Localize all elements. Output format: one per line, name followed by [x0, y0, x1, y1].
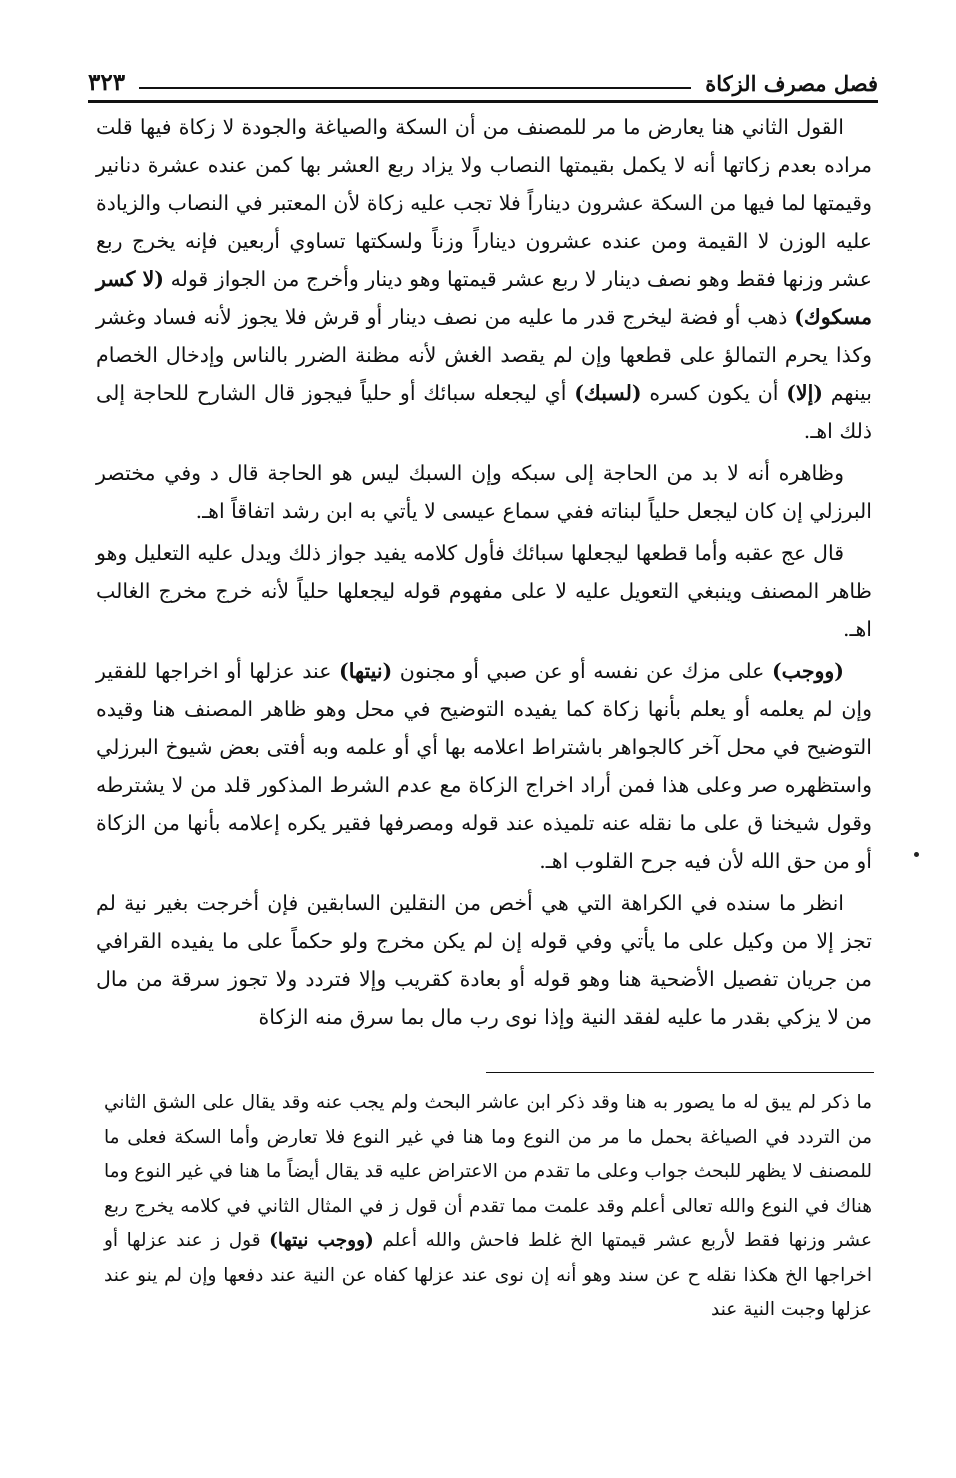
page-number: ٣٢٣ — [88, 69, 126, 96]
text-run: قول ز عند عزلها أو اخراجها الخ هكذا نقله ح عن سند وهو أنه إن نوى عند عزلها كفاه عن النية عند دفعها وإن لم ينو عند عزلها وجبت النية عند — [104, 1230, 872, 1320]
paragraph-5: انظر ما سنده في الكراهة التي هي أخص من النقلين السابقين فإن أخرجت بغير نية لم تجز إلا من وكيل على ما يأتي وفي قوله إن لم يكن مخرج ولو حكماً على ما يفيده القرافي من جريان تفصيل الأضحية هنا وهو قوله أو بعادة كقريب وإلا فتردد ولا تجوز سرقة من مال من لا يزكي بقدر ما عليه لفقد النية وإذا نوى رب مال بما سرق منه الزكاة — [96, 891, 872, 1029]
footnote-paragraph — [104, 1086, 872, 1328]
running-title: فصل مصرف الزكاة — [705, 71, 878, 96]
header-divider — [88, 100, 878, 103]
matn-quote: (نيتها) — [339, 659, 393, 683]
footnote — [104, 1086, 872, 1328]
text-run: أي ليجعله سبائك أو حلياً فيجوز قال الشارح للحاجة إلى ذلك اهـ. — [96, 381, 872, 443]
header-rule — [139, 87, 691, 89]
paragraph-1 — [96, 108, 872, 450]
text-run: على مزك عن نفسه أو عن صبي أو مجنون — [399, 659, 765, 683]
matn-quote: (إلا) — [786, 381, 824, 405]
text-run: القول الثاني هنا يعارض ما مر للمصنف من أن السكة والصياغة والجودة لا زكاة فيها قلت مراده بعدم زكاتها أنه لا يكمل بقيمتها النصاب ولا يزاد ربع العشر بها كمن عنده عشرة دنانير وقيمتها لما فيها من السكة عشرون ديناراً فلا تجب عليه زكاة لأن المعتبر في النصاب والزيادة عليه الوزن لا القيمة ومن عنده عشرون ديناراً وزناً ولسكتها تساوي أربعين فإنه يخرج ربع عشر وزنها فقط وهو نصف دينار لا ربع عشر قيمتها وهو دينار وأخرج من الجواز قوله — [96, 115, 872, 291]
matn-quote: (لسبك) — [574, 381, 642, 405]
matn-quote: (ووجب) — [771, 659, 844, 683]
matn-quote: (لا كسر مسكوك) — [96, 267, 872, 329]
margin-dot — [914, 852, 919, 857]
main-text — [96, 108, 872, 1040]
matn-quote: (ووجب نيتها) — [269, 1230, 374, 1251]
page-header — [88, 52, 878, 96]
text-run: عند عزلها أو اخراجها للفقير وإن لم يعلمه أو يعلم بأنها زكاة كما يفيده التوضيح في محل وهو ظاهر المصنف هنا وقيده التوضيح في محل آخر كالجواهر باشتراط اعلامه بها أي أو علمه وبه أفتى بعض شيوخ البرزلي واستظهره صر وعلى هذا فمن أراد اخراج الزكاة مع عدم الشرط المذكور قلد من لا يشترطه وقول شيخنا ق على ما نقله عنه تلميذه عند قوله ومصرفها فقير يكره إعلامه بأنها من الزكاة أو من حق الله لأن فيه جرح القلوب اهـ. — [96, 659, 872, 873]
paragraph-4 — [96, 652, 872, 880]
text-run: ما ذكر لم يبق له ما يصور به هنا وقد ذكر ابن عاشر البحث ولم يجب عنه وقد يقال على الشق الثاني من التردد في الصياغة بحمل ما مر من النوع وما هنا في غير النوع فلا تعارض وأما السكة فعلى ما للمصنف لا يظهر للبحث جواب وعلى ما تقدم من الاعتراض عليه قد يقال أيضاً ما هنا في غير النوع وما هناك في النوع والله تعالى أعلم وقد علمت مما تقدم أن قول ز في المثال الثاني في كلامه يخرج ربع عشر وزنها فقط لأربع عشر قيمتها الخ غلط فاحش والله أعلم — [104, 1092, 872, 1251]
text-run: أن يكون كسره — [649, 381, 779, 405]
paragraph-3: قال عج عقبه وأما قطعها ليجعلها سبائك فأول كلامه يفيد جواز ذلك ويدل عليه التعليل وهو ظاهر المصنف وينبغي التعويل عليه لا على مفهوم قوله ليجعلها حلياً لأنه خرج مخرج الغالب اهـ. — [96, 541, 872, 641]
footnote-divider — [486, 1072, 874, 1073]
paragraph-2: وظاهره أنه لا بد من الحاجة إلى سبكه وإن السبك ليس هو الحاجة قال د وفي مختصر البرزلي إن كان ليجعل حلياً لبناته ففي سماع عيسى لا يأتي به ابن رشد اتفاقاً اهـ. — [96, 461, 872, 523]
text-run: ذهب أو فضة ليخرج قدر ما عليه من نصف دينار أو قرش فلا يجوز لأنه فساد وغشر وكذا يحرم التمالؤ على قطعها وإن لم يقصد الغش لأنه مظنة الضرر بالناس وإدخال الخصام بينهم — [96, 305, 872, 405]
